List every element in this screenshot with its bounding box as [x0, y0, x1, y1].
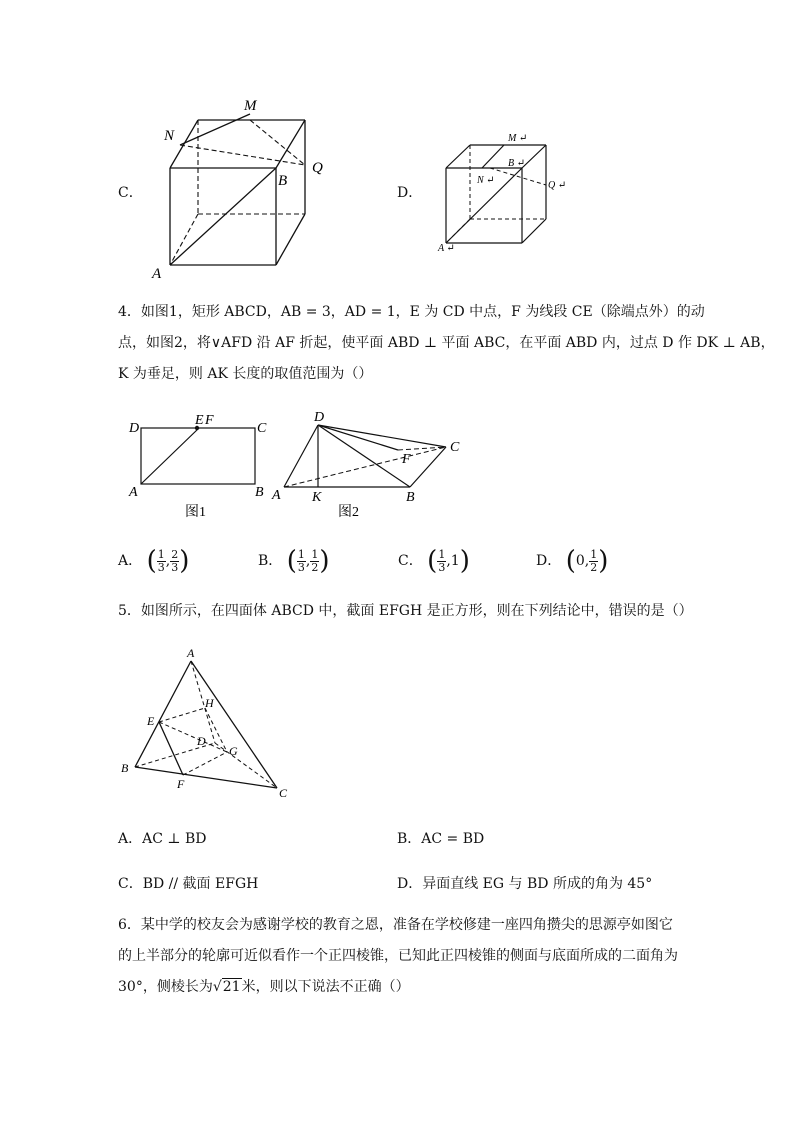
label-d: D	[197, 734, 206, 748]
figure-2-caption: 图2	[338, 505, 359, 520]
label-c: C	[279, 786, 288, 800]
label-b: B	[255, 485, 264, 500]
label-g: G	[229, 744, 238, 758]
q5-option-d: D．异面直线 EG 与 BD 所成的角为 45°	[397, 876, 653, 892]
figure-2-folded	[268, 405, 468, 525]
label-a: A	[187, 646, 195, 660]
question-6-line-3: 30°，侧棱长为√21米，则以下说法不正确（）	[118, 972, 410, 1003]
label-a: A	[152, 266, 162, 282]
q5-option-c: C．BD // 截面 EFGH	[118, 876, 259, 892]
label-d: D	[129, 421, 140, 436]
label-q: Q ↵	[548, 180, 567, 191]
label-b: B	[278, 173, 288, 189]
label-b: B	[406, 490, 415, 505]
question-6-line-1: 6．某中学的校友会为感谢学校的教育之恩，准备在学校修建一座四角攒尖的思源亭如图它	[118, 917, 673, 933]
label-f: F	[177, 777, 185, 791]
label-c: C	[257, 421, 267, 436]
q5-option-b: B．AC = BD	[397, 831, 485, 847]
label-n: N	[164, 128, 175, 144]
label-m: M	[244, 98, 257, 114]
label-d: D	[314, 410, 325, 425]
figure-tetrahedron	[115, 645, 305, 805]
figure-cube-c	[140, 90, 340, 290]
label-b: B ↵	[508, 158, 525, 169]
label-m: M ↵	[508, 133, 528, 144]
label-h: H	[205, 696, 214, 710]
q5-option-a: A．AC ⊥ BD	[118, 831, 207, 847]
figure-1-caption: 图1	[185, 505, 206, 520]
question-5-line-1: 5．如图所示，在四面体 ABCD 中，截面 EFGH 是正方形，则在下列结论中，错误的是（）	[118, 603, 693, 619]
question-4-line-2: 点，如图2，将∨AFD 沿 AF 折起，使平面 ABD ⊥ 平面 ABC，在平面 ABD 内，过点 D 作 DK ⊥ AB，	[118, 335, 775, 351]
figure-cube-d	[430, 125, 580, 255]
label-q: Q	[312, 160, 323, 176]
q4-option-c: C． ( $\frac{1}{3}$ ,1)	[398, 546, 470, 576]
question-4-line-3: K 为垂足，则 AK 长度的取值范围为（）	[118, 366, 373, 382]
label-b: B	[121, 761, 129, 775]
label-c: C	[450, 440, 460, 455]
sqrt-symbol: √21	[212, 979, 241, 995]
label-e: E	[147, 714, 155, 728]
question-6-line-2: 的上半部分的轮廓可近似看作一个正四棱锥，已知此正四棱锥的侧面与底面所成的二面角为	[118, 948, 678, 964]
label-k: K	[312, 490, 322, 505]
question-4-line-1: 4．如图1，矩形 ABCD，AB = 3，AD = 1，E 为 CD 中点，F 为线段 CE（除端点外）的动	[118, 304, 705, 320]
label-a: A	[129, 485, 138, 500]
label-n: N ↵	[477, 175, 495, 186]
figure-1-rectangle	[125, 410, 275, 525]
label-a: A ↵	[438, 243, 455, 254]
option-d-label: D．	[397, 185, 423, 201]
label-e: E	[195, 413, 204, 428]
label-f: F	[402, 452, 411, 467]
q4-option-b: B． ( $\frac{1}{3}$ , $\frac{1}{2}$ )	[258, 546, 330, 576]
q4-option-d: D． (0, $\frac{1}{2}$ )	[536, 546, 609, 576]
label-a: A	[272, 488, 281, 503]
label-f: F	[205, 413, 214, 428]
option-c-label: C．	[118, 185, 143, 201]
q4-option-a: A． ( $\frac{1}{3}$ , $\frac{2}{3}$ )	[118, 546, 190, 576]
